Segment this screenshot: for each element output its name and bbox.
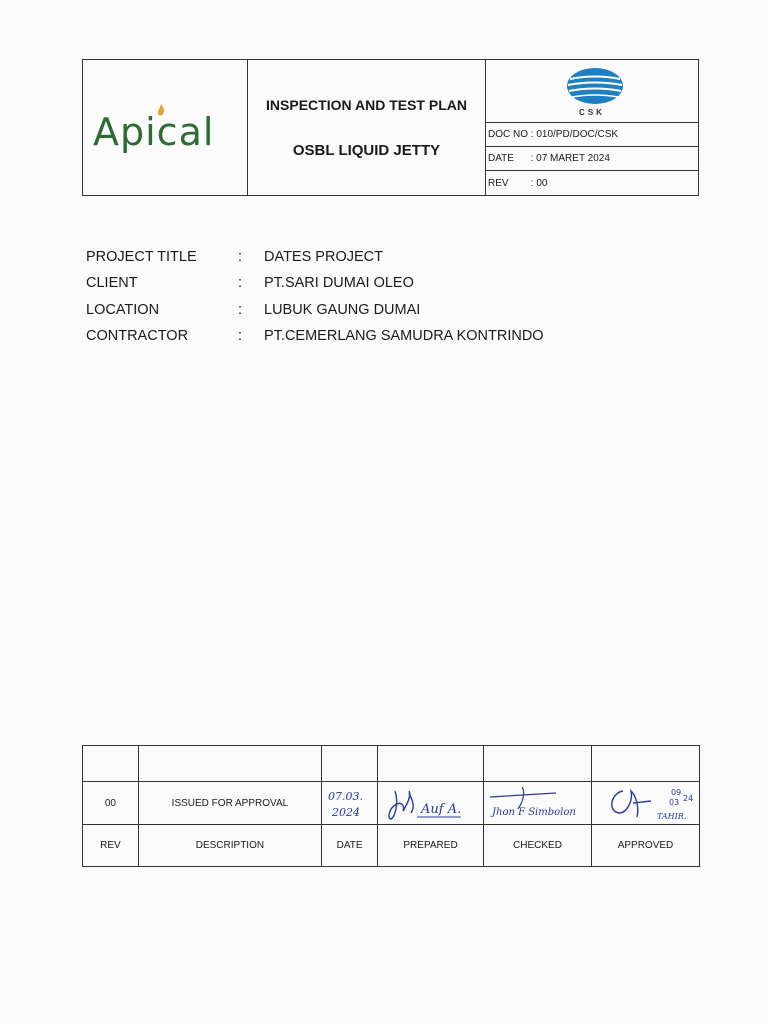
prepared-signature: [381, 783, 481, 823]
doc-no: DOC NO : 010/PD/DOC/CSK: [488, 129, 619, 140]
info-value: PT.CEMERLANG SAMUDRA KONTRINDO: [264, 328, 544, 345]
handwritten-date-line1: 07.03.: [327, 790, 363, 803]
checked-signature-cell: [484, 782, 592, 825]
info-row: [86, 323, 544, 349]
prepared-header: PREPARED: [378, 825, 484, 867]
rev-cell: 00: [83, 782, 139, 825]
info-value: DATES PROJECT: [264, 249, 383, 266]
rev-row: [486, 171, 698, 195]
table-header-row: [83, 825, 700, 867]
info-colon: :: [238, 301, 243, 318]
checked-signature: [486, 783, 590, 823]
meta-cell: [486, 60, 698, 195]
document-title: INSPECTION AND TEST PLAN: [266, 97, 467, 113]
csk-logo-row: [486, 60, 698, 123]
doc-date: DATE : 07 MARET 2024: [488, 153, 610, 164]
info-colon: :: [238, 249, 243, 266]
svg-text:Auf A.: Auf A.: [420, 802, 461, 817]
date-row: [486, 147, 698, 171]
approved-header: APPROVED: [591, 825, 699, 867]
approved-signature-cell: [591, 782, 699, 825]
handwritten-date: [324, 784, 376, 822]
apical-logo: Apical: [93, 110, 215, 154]
table-row: [83, 782, 700, 825]
csk-globe-icon: [566, 66, 624, 106]
info-value: LUBUK GAUNG DUMAI: [264, 301, 421, 318]
svg-text:TAHIR.: TAHIR.: [657, 812, 687, 821]
doc-rev: REV : 00: [488, 177, 548, 189]
document-header: [82, 59, 699, 196]
info-row: [86, 270, 544, 296]
info-row: [86, 244, 544, 270]
description-cell: ISSUED FOR APPROVAL: [138, 782, 321, 825]
info-value: PT.SARI DUMAI OLEO: [264, 275, 414, 292]
title-cell: [248, 60, 486, 195]
prepared-signature-cell: [378, 782, 484, 825]
svg-text:Jhon F Simbolon: Jhon F Simbolon: [491, 807, 576, 818]
date-header: DATE: [322, 825, 378, 867]
project-info: [86, 244, 544, 349]
info-colon: :: [238, 275, 243, 292]
revision-table: [82, 745, 700, 867]
csk-label: CSK: [579, 108, 605, 117]
apical-logo-cell: [83, 60, 248, 195]
info-row: [86, 297, 544, 323]
checked-header: CHECKED: [484, 825, 592, 867]
rev-header: REV: [83, 825, 139, 867]
svg-text:24: 24: [683, 794, 694, 803]
date-cell: [322, 782, 378, 825]
document-subtitle: OSBL LIQUID JETTY: [292, 142, 441, 159]
info-label: CONTRACTOR: [86, 328, 189, 345]
svg-text:03: 03: [669, 798, 680, 807]
info-label: PROJECT TITLE: [86, 249, 197, 266]
table-row-blank: [83, 746, 700, 782]
doc-no-row: [486, 123, 698, 147]
info-label: LOCATION: [86, 301, 160, 318]
description-header: DESCRIPTION: [138, 825, 321, 867]
approved-signature: [593, 783, 697, 823]
info-colon: :: [238, 328, 243, 345]
info-label: CLIENT: [86, 275, 138, 292]
handwritten-date-line2: 2024: [331, 806, 360, 819]
svg-text:09: 09: [671, 788, 682, 797]
